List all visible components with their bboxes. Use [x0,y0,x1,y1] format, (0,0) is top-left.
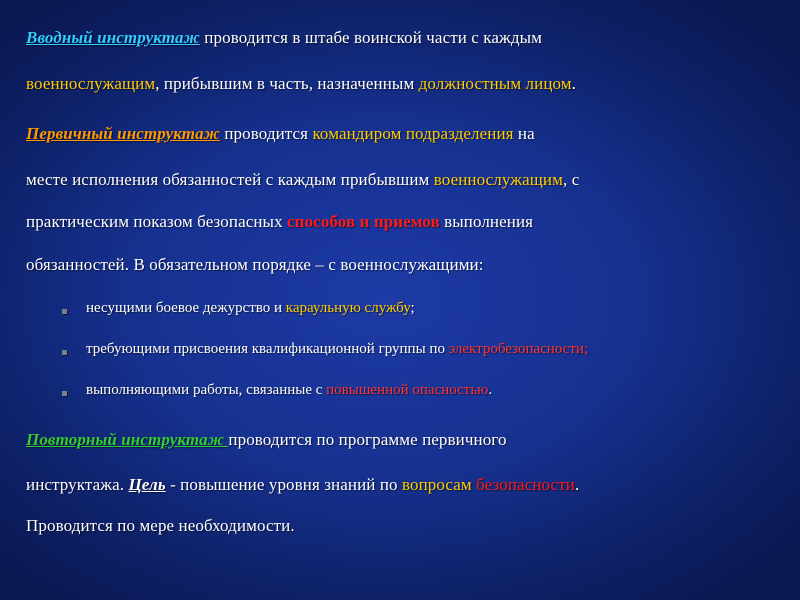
bullet-marker-icon [62,350,67,355]
bullet-item-1 [86,300,415,317]
highlight-methods: способов и приемов [287,212,440,231]
p3-text: - повышение уровня знаний по [165,475,402,494]
highlight-guard-duty: караульную службу [285,300,411,316]
p3-text: проводится по программе первичного [228,430,507,449]
term-repeated: Повторный инструктаж [26,430,229,449]
highlight-safety: безопасности [476,475,575,494]
p3-line-2 [26,475,579,495]
highlight-commander: командиром подразделения [312,124,514,143]
term-goal: Цель [128,475,166,494]
p1-text: . [571,74,577,93]
bullet-item-2 [86,341,588,358]
p1-text: проводится в штабе воинской части с каждым [199,28,543,47]
highlight-serviceman: военнослужащим [26,74,156,93]
p1-line-1 [26,28,542,48]
highlight-electrical-safety: электробезопасности; [448,341,589,357]
bullet-text: требующими присвоения квалификационной группы по [86,341,449,357]
bullet-text: несущими боевое дежурство и [86,300,286,316]
p3-text: Проводится по мере необходимости. [26,516,295,535]
p2-text: месте исполнения обязанностей с каждым прибывшим [26,170,434,189]
p3-text: инструктажа. [26,475,129,494]
bullet-item-3 [86,382,492,399]
p3-line-1 [26,430,507,450]
p2-text: обязанностей. В обязательном порядке – с военнослужащими: [26,255,484,274]
p2-text: на [513,124,535,143]
bullet-marker-icon [62,391,67,396]
highlight-official: должностным лицом [418,74,572,93]
p1-text: , прибывшим в часть, назначенным [155,74,419,93]
p2-line-1 [26,124,535,144]
p2-text: практическим показом безопасных [26,212,288,231]
highlight-high-danger: повышенной опасностью [326,382,489,398]
bullet-text: ; [410,300,415,316]
p3-text: . [574,475,580,494]
bullet-text: выполняющими работы, связанные с [86,382,327,398]
p1-line-2 [26,74,576,94]
bullet-marker-icon [62,309,67,314]
p2-text: выполнения [439,212,534,231]
term-primary: Первичный инструктаж [26,124,220,143]
p2-line-2 [26,170,579,190]
term-introductory: Вводный инструктаж [26,28,200,47]
p2-text: , с [563,170,580,189]
highlight-questions: вопросам [402,475,472,494]
p2-text: проводится [219,124,313,143]
p2-line-3 [26,212,533,232]
highlight-serviceman: военнослужащим [433,170,563,189]
p2-line-4 [26,255,484,275]
p3-line-3 [26,516,295,536]
bullet-text: . [488,382,493,398]
